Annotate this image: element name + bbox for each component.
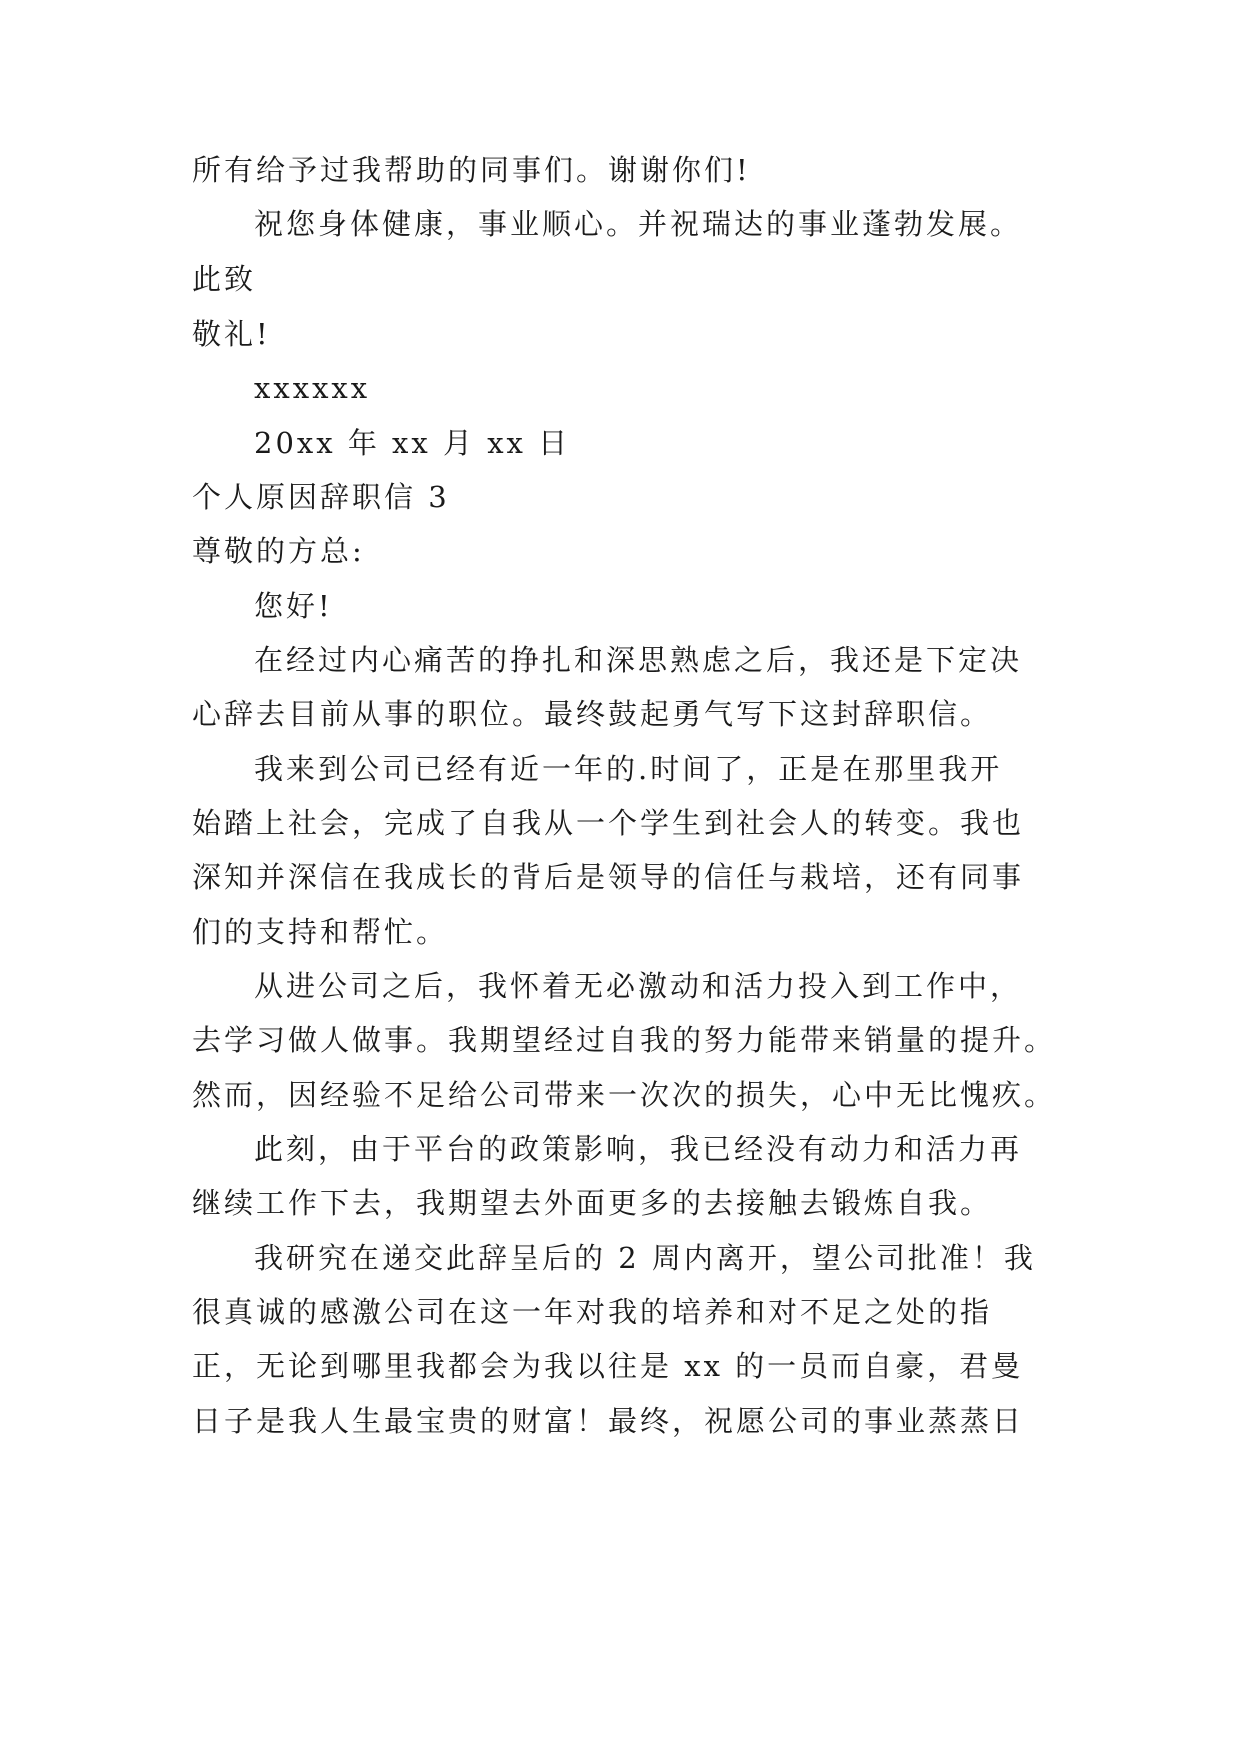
text-line: 始踏上社会，完成了自我从一个学生到社会人的转变。我也 — [192, 806, 1025, 840]
section-title: 个人原因辞职信 3 — [192, 480, 450, 514]
text-line: 从进公司之后，我怀着无必激动和活力投入到工作中， — [254, 969, 1023, 1003]
text-line: 日子是我人生最宝贵的财富！最终，祝愿公司的事业蒸蒸日 — [192, 1404, 1025, 1438]
signature-name: xxxxxx — [254, 371, 371, 405]
text-line: 心辞去目前从事的职位。最终鼓起勇气写下这封辞职信。 — [192, 697, 993, 731]
text-line: 们的支持和帮忙。 — [192, 915, 449, 949]
text-line: 所有给予过我帮助的同事们。谢谢你们! — [192, 153, 751, 187]
text-line: 然而，因经验不足给公司带来一次次的损失，心中无比愧疚。 — [192, 1078, 1057, 1112]
closing-salutation: 敬礼! — [192, 317, 271, 351]
text-line: 此刻，由于平台的政策影响，我已经没有动力和活力再 — [254, 1132, 1023, 1166]
text-line: 我研究在递交此辞呈后的 2 周内离开，望公司批准！我 — [254, 1241, 1036, 1275]
text-line: 很真诚的感激公司在这一年对我的培养和对不足之处的指 — [192, 1295, 993, 1329]
text-line: 我来到公司已经有近一年的.时间了，正是在那里我开 — [254, 752, 1003, 786]
greeting: 尊敬的方总: — [192, 534, 365, 568]
text-line: 深知并深信在我成长的背后是领导的信任与栽培，还有同事 — [192, 860, 1025, 894]
signature-date: 20xx 年 xx 月 xx 日 — [254, 426, 571, 460]
greeting-hello: 您好! — [254, 589, 333, 623]
text-line: 祝您身体健康，事业顺心。并祝瑞达的事业蓬勃发展。 — [254, 207, 1023, 241]
text-line: 继续工作下去，我期望去外面更多的去接触去锻炼自我。 — [192, 1186, 993, 1220]
closing-phrase: 此致 — [192, 262, 257, 296]
text-line: 正，无论到哪里我都会为我以往是 xx 的一员而自豪，君曼 — [192, 1349, 1024, 1383]
text-line: 在经过内心痛苦的挣扎和深思熟虑之后，我还是下定决 — [254, 643, 1023, 677]
text-line: 去学习做人做事。我期望经过自我的努力能带来销量的提升。 — [192, 1023, 1057, 1057]
